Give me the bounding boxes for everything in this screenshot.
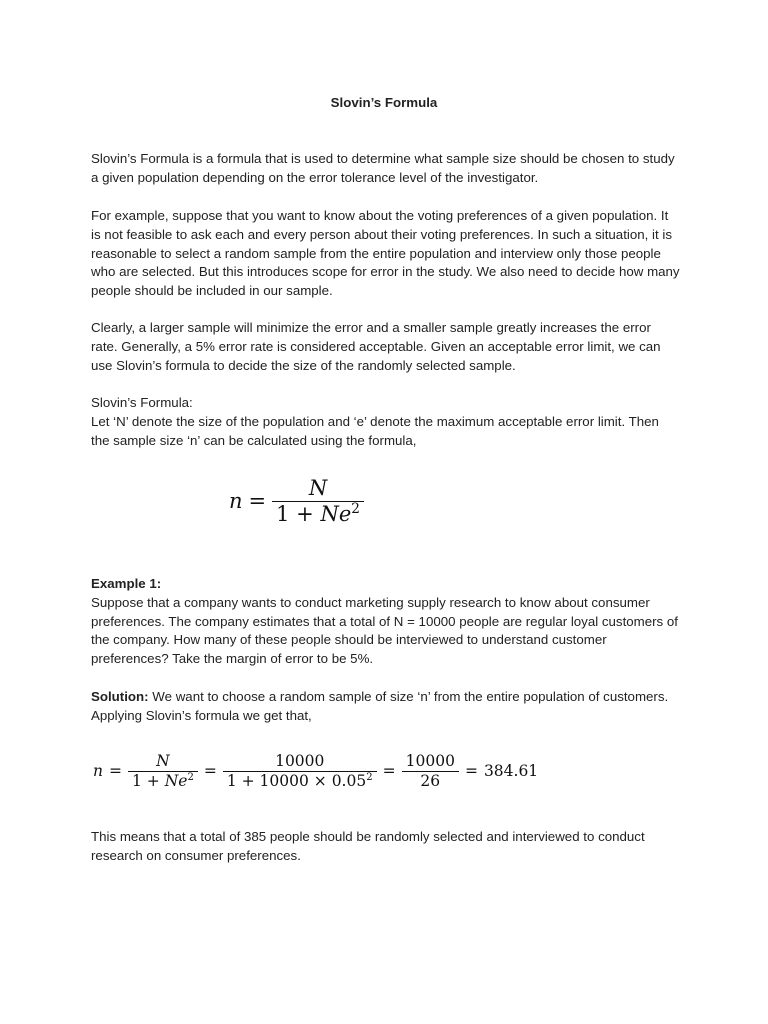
example-1 — [91, 575, 681, 669]
formula-denominator: $1 + Ne^2$ — [276, 501, 360, 527]
example-1-text: Suppose that a company wants to conduct marketing supply research to know about consumer preferences. The company estimates that a total of N = 10000 people are regular loyal customers of the company. How many of these people should be interviewed to understand customer preferences? Take the margin of error to be 5%. — [91, 594, 678, 667]
conclusion-paragraph: This means that a total of 385 people should be randomly selected and interviewed to conduct research on consumer preferences. — [91, 829, 645, 863]
formula-definition: Let ‘N’ denote the size of the population and ‘e’ denote the maximum acceptable error limit. Then the sample size ‘n’ can be calculated using the formula, — [91, 413, 659, 448]
example-paragraph: For example, suppose that you want to know about the voting preferences of a given population. It is not feasible to ask each and every person about their voting preferences. In such a situation, it is reasonable to select a random sample from the entire population and interview only those people who are selected. But this introduces scope for error in the study. We also need to decide how many people should be included in our sample. — [91, 208, 680, 299]
solution-text: We want to choose a random sample of size ‘n’ from the entire population of customers. Applying Slovin’s formula we get that, — [91, 689, 669, 723]
solution-result: 384.61 — [483, 761, 539, 780]
slovin-formula — [229, 476, 364, 527]
solution-fraction-3: $\frac{10000}{26}$ — [402, 752, 459, 790]
solution-paragraph — [91, 688, 681, 726]
intro-paragraph: Slovin’s Formula is a formula that is used to determine what sample size should be chosen to study a given population depending on the error tolerance level of the investigator. — [91, 151, 675, 185]
solution-fraction-2: $\frac{10000}{1 + 10000 \times 0.05^2}$ — [223, 752, 377, 790]
formula-intro — [91, 394, 681, 450]
formula-fraction — [272, 476, 364, 527]
example-1-heading: Example 1: — [91, 576, 162, 591]
page-title: Slovin’s Formula — [330, 95, 438, 110]
solution-formula: n = $\frac{N}{1 + Ne^2}$ = $\frac{10000}{1 + 10000 \times 0.05^2}$ = $\frac{10000}{26}$ = 384.61 — [93, 752, 539, 790]
solution-label: Solution: — [91, 689, 149, 704]
formula-numerator: N — [308, 476, 328, 500]
formula-heading: Slovin’s Formula: — [91, 395, 193, 410]
formula-lhs: n — [229, 489, 243, 514]
formula-equals: = — [248, 489, 267, 514]
error-rate-paragraph: Clearly, a larger sample will minimize the error and a smaller sample greatly increases the error rate. Generally, a 5% error rate is considered acceptable. Given an acceptable error limit, we can use Slovin’s formula to decide the size of the randomly selected sample. — [91, 320, 661, 373]
solution-lhs: n — [93, 761, 103, 780]
solution-fraction-1: $\frac{N}{1 + Ne^2}$ — [128, 752, 198, 790]
